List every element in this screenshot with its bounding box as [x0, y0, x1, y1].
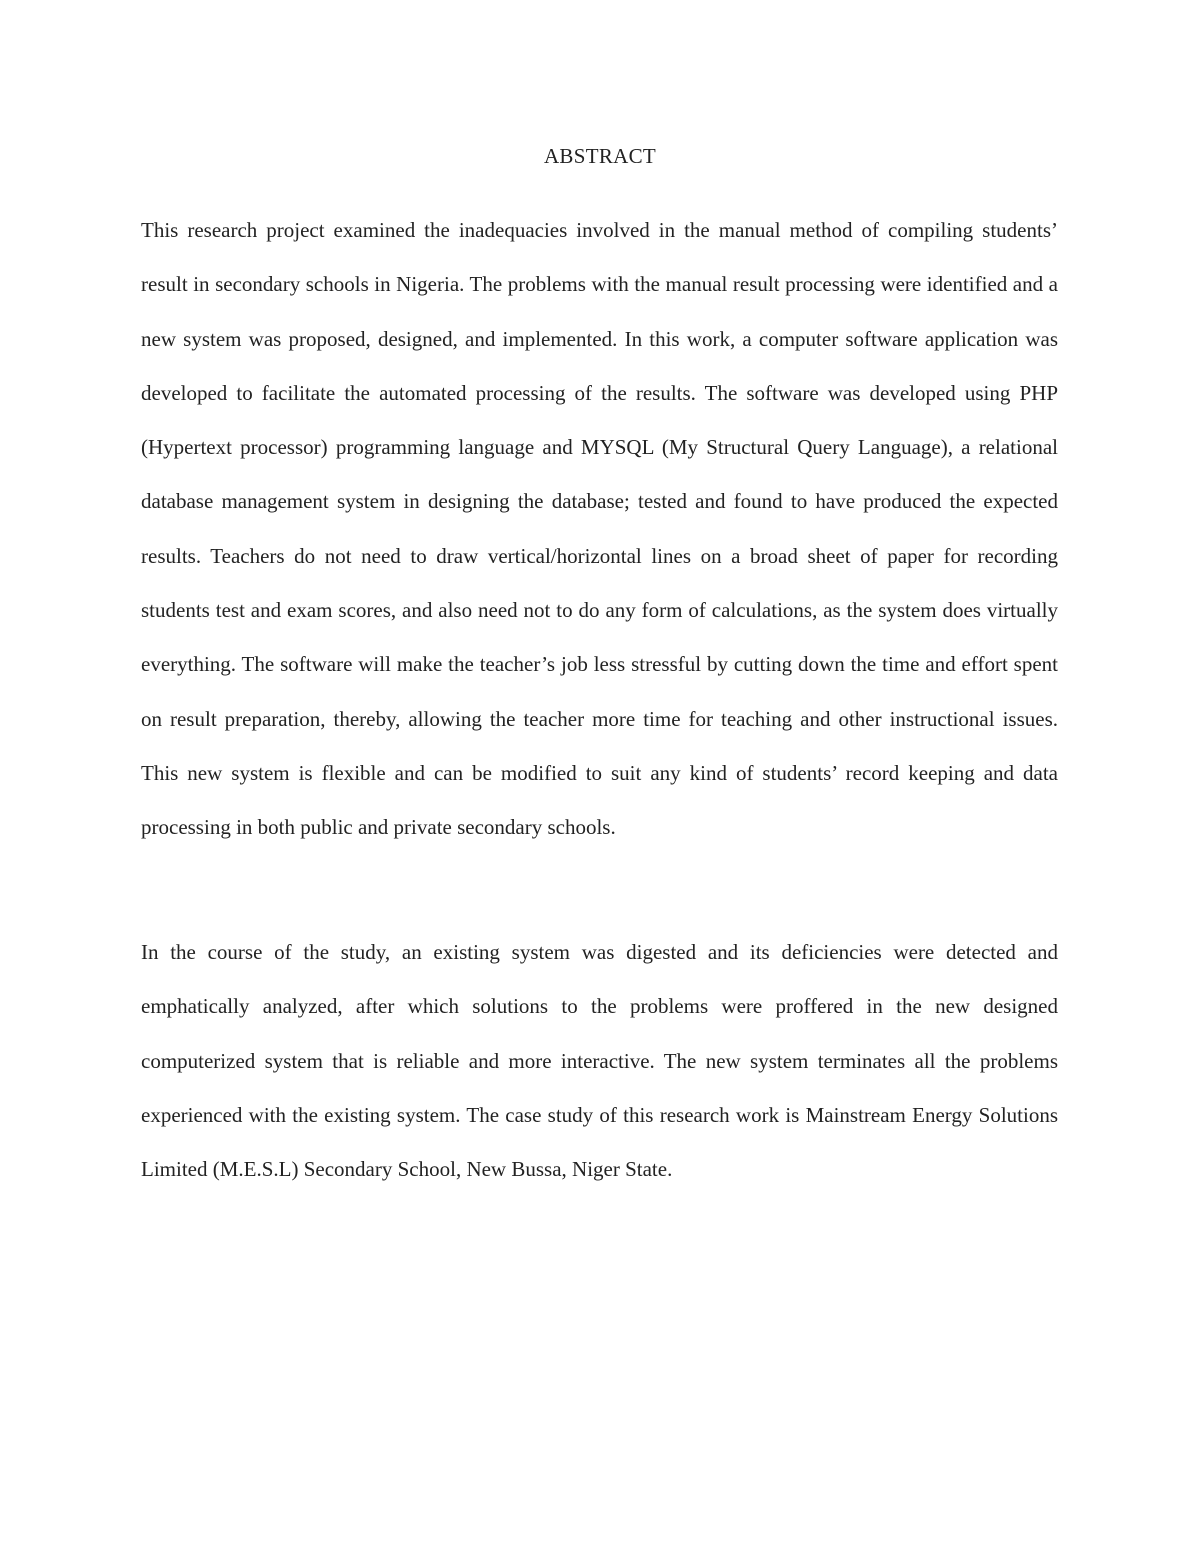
abstract-paragraph-1: This research project examined the inadequacies involved in the manual method of compiling students’ result in secondary schools in Nigeria. The problems with the manual result processing were identified and a new system was proposed, designed, and implemented. In this work, a computer software application was developed to facilitate the automated processing of the results. The software was developed using PHP (Hypertext processor) programming language and MYSQL (My Structural Query Language), a relational database management system in designing the database; tested and found to have produced the expected results. Teachers do not need to draw vertical/horizontal lines on a broad sheet of paper for recording students test and exam scores, and also need not to do any form of calculations, as the system does virtually everything. The software will make the teacher’s job less stressful by cutting down the time and effort spent on result preparation, thereby, allowing the teacher more time for teaching and other instructional issues. This new system is flexible and can be modified to suit any kind of students’ record keeping and data processing in both public and private secondary schools. [141, 218, 1058, 840]
abstract-paragraph-2: In the course of the study, an existing system was digested and its deficiencies were detected and emphatically analyzed, after which solutions to the problems were proffered in the new designed computerized system that is reliable and more interactive. The new system terminates all the problems experienced with the existing system. The case study of this research work is Mainstream Energy Solutions Limited (M.E.S.L) Secondary School, New Bussa, Niger State. [141, 940, 1058, 1182]
abstract-heading: ABSTRACT [543, 144, 657, 168]
